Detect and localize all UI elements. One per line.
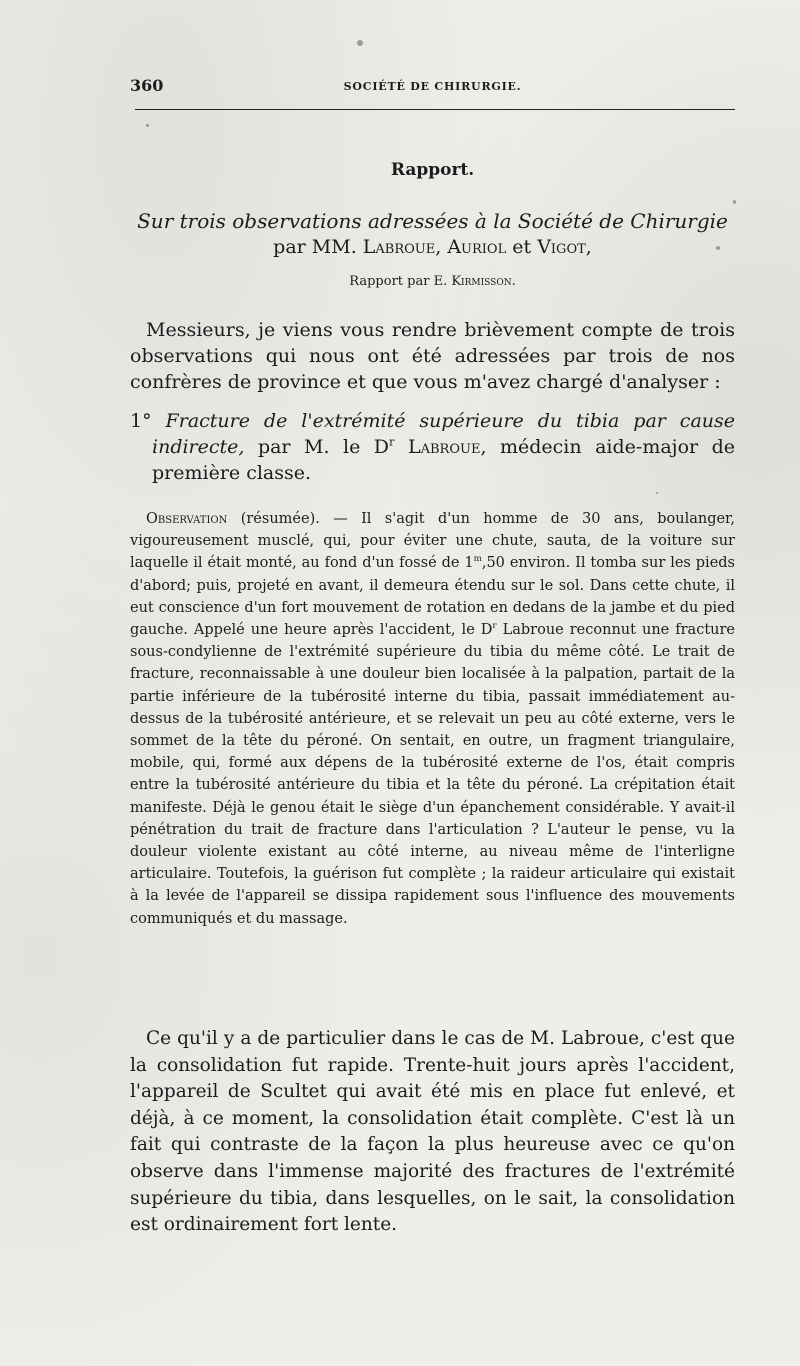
- running-head: [130, 76, 735, 100]
- author-vigot: Vigot: [537, 236, 586, 258]
- item-rest: , médecin aide-major de première classe.: [152, 436, 735, 484]
- item-by: par M. le D: [244, 436, 390, 458]
- reporter-suffix: .: [511, 274, 516, 289]
- authors-and: et: [506, 236, 538, 258]
- observation-sup-m: m: [473, 554, 482, 565]
- page-number: 360: [130, 76, 164, 95]
- authors-end-comma: ,: [585, 236, 592, 258]
- observation-paragraph: [130, 508, 735, 930]
- observation-label: Observation: [146, 511, 228, 527]
- report-authors: [130, 236, 735, 258]
- observation-text-3: Labroue reconnut une fracture sous-condylienne de l'extrémité supérieure du tibia du même côté. Le trait de fracture, reconnaissable à une douleur bien localisée à la palpation, partait de la partie inférieure de la tubérosité interne du tibia, passait immédiatement au-dessus de la tubérosité antérieure, et se relevait un peu au côté externe, vers le sommet de la tête du péroné. On sentait, en outre, un fragment triangulaire, mobile, qui, formé aux dépens de la tubérosité externe de l'os, était compris entre la tubérosité antérieure du tibia et la tête du péroné. La crépitation était manifeste. Déjà le genou était le siège d'un épanchement considérable. Y avait-il pénétration du trait de fracture dans l'articulation ? L'auteur le pense, vu la douleur violente existant au côté interne, au niveau même de l'interligne articulaire. Toutefois, la guérison fut complète ; la raideur articulaire qui existait à la levée de l'appareil se dissipa rapidement sous l'influence des mouvements communiqués et du massage.: [130, 622, 735, 927]
- print-speck: [146, 124, 149, 127]
- reporter-name: Kirmisson: [451, 274, 512, 289]
- report-subtitle: Sur trois observations adressées à la Société de Chirurgie: [137, 209, 728, 233]
- journal-name: SOCIÉTÉ DE CHIRURGIE.: [343, 80, 522, 93]
- print-speck: [656, 492, 658, 494]
- observation-text-1: (résumée). — Il s'agit d'un homme de 30 ans, boulanger, vigoureusement musclé, qui, pour éviter une chute, sauta, de la voiture sur laquelle il était monté, au fond d'un fossé de 1: [130, 511, 735, 572]
- print-speck: [733, 200, 736, 204]
- intro-paragraph: Messieurs, je viens vous rendre brièvement compte de trois observations qui nous ont été adressées par trois de nos confrères de province et que vous m'avez chargé d'analyser :: [130, 319, 735, 393]
- item-author-name: Labroue: [408, 436, 481, 458]
- print-speck: [716, 246, 720, 250]
- item-dr-sup: r: [389, 434, 395, 449]
- reporter-prefix: Rapport par E.: [349, 274, 452, 289]
- header-rule: [135, 109, 735, 110]
- observation-text-2: ,50 environ. Il tomba sur les pieds d'abord; puis, projeté en avant, il demeura étendu sur le sol. Dans cette chute, il eut conscience d'un fort mouvement de rotation en dedans de la jambe et du pied gauche. Appelé une heure après l'accident, le D: [130, 555, 736, 639]
- observation-sup-r: r: [492, 621, 497, 632]
- authors-prefix: par MM.: [273, 236, 363, 258]
- author-auriol: Auriol: [447, 236, 507, 258]
- item-1-heading: [130, 408, 735, 486]
- print-speck: [357, 40, 363, 46]
- item-number: 1°: [130, 410, 152, 432]
- report-title: Rapport.: [390, 160, 475, 180]
- reporter-line: [130, 274, 735, 289]
- author-labroue: Labroue: [362, 236, 436, 258]
- item-title: Fracture de l'extrémité supérieure du tibia par cause indirecte,: [152, 410, 735, 458]
- authors-comma: ,: [435, 236, 448, 258]
- conclusion-paragraph: Ce qu'il y a de particulier dans le cas de M. Labroue, c'est que la consolidation fut rapide. Trente-huit jours après l'accident, l'appareil de Scultet qui avait été mis en place fut enlevé, et déjà, à ce moment, la consolidation était complète. C'est là un fait qui contraste de la façon la plus heureuse avec ce qu'on observe dans l'immense majorité des fractures de l'extrémité supérieure du tibia, dans lesquelles, on le sait, la consolidation est ordinairement fort lente.: [130, 1028, 735, 1236]
